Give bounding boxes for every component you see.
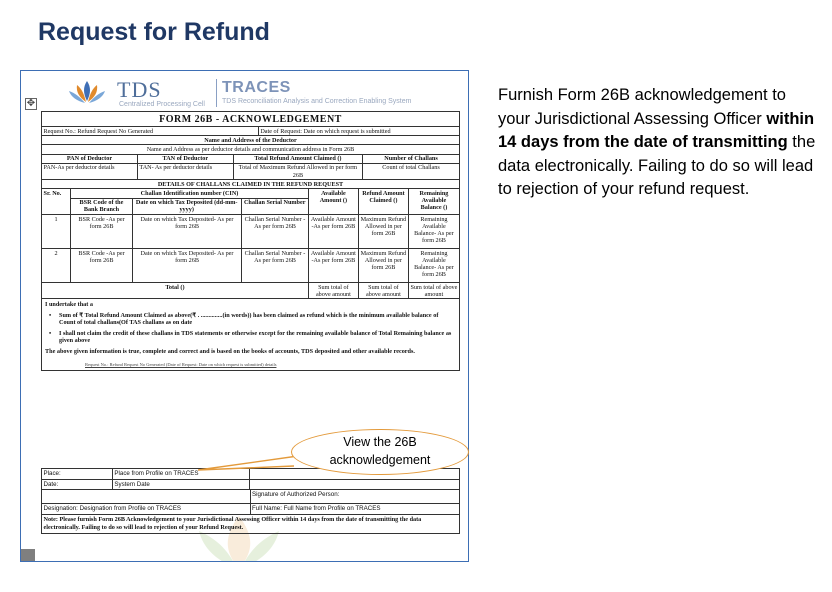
row-available: Available Amount -As per form 26B <box>309 215 359 248</box>
row-refund: Maximum Refund Allowed in per form 26B <box>359 249 409 282</box>
document-margin <box>21 71 39 562</box>
place-label: Place: <box>42 469 113 479</box>
row-sr: 2 <box>42 249 71 282</box>
slide-title: Request for Refund <box>38 18 270 46</box>
date-label: Date: <box>42 480 113 490</box>
deductor-header-row <box>41 136 460 145</box>
form-26b-screenshot <box>20 70 469 562</box>
total-refund-header: Total Refund Amount Claimed () <box>234 155 363 163</box>
num-challans-value: Count of total Challans <box>382 164 440 172</box>
cin-header: Challan Identification number (CIN) <box>71 189 308 198</box>
header-divider <box>216 79 217 107</box>
traces-label: TRACES <box>222 79 291 96</box>
move-handle-icon[interactable]: ✥ <box>26 98 36 109</box>
undertake-label: I undertake that a <box>45 301 93 309</box>
total-remaining: Sum total of above amount <box>410 283 458 298</box>
date-spacer <box>250 480 459 490</box>
refund-header: Refund Amount Claimed () <box>359 189 409 214</box>
undertaking-bullet: • Sum of ₹ Total Refund Amount Claimed as above(₹ . ..............(in words)) has been claimed as refund which is the minimum available balance of Count of total challans(Of TAS challans as on date <box>45 312 456 326</box>
total-row <box>41 283 460 299</box>
instructions-emphasis: within 14 days from the date of transmitting <box>498 109 815 151</box>
date-row <box>41 480 460 491</box>
row-serial: Challan Serial Number -As per form 26B <box>242 249 309 282</box>
tds-logo <box>61 77 231 109</box>
row-sr: 1 <box>42 215 71 248</box>
row-remaining: Remaining Available Balance- As per form 26B <box>414 215 454 245</box>
available-header: Available Amount () <box>309 189 359 214</box>
request-number: Request No.: Refund Request No Generated <box>42 127 259 135</box>
row-remaining: Remaining Available Balance- As per form 26B <box>414 249 454 279</box>
instructions-text-2: the data electronically. Failing to do so will lead to rejection of your refund request. <box>498 133 816 198</box>
designation: Designation: Designation from Profile on TRACES <box>42 504 251 514</box>
request-row <box>41 127 460 136</box>
signature-label: Signature of Authorized Person: <box>252 491 340 498</box>
callout-line-1: View the 26B <box>343 435 417 449</box>
total-available: Sum total of above amount <box>309 283 359 298</box>
form-note: Note: Please furnish Form 26B Acknowledgement to your Jurisdictional Assessing Officer within 14 days from the date of transmitting the data electronically. Failing to do so will lead to rejection of your Refund Request. <box>41 515 460 534</box>
challans-header-row <box>41 180 460 189</box>
cin-group <box>71 189 309 214</box>
signature-spacer <box>42 490 251 503</box>
refund-instructions <box>498 84 818 202</box>
row-bsr: BSR Code -As per form 26B <box>71 215 133 248</box>
signature-table <box>41 468 460 534</box>
traces-subtitle: TDS Reconciliation Analysis and Correction Enabling System <box>222 98 412 105</box>
deductor-values-row <box>41 164 460 180</box>
challan-row <box>41 215 460 249</box>
instructions-text-1: Furnish Form 26B acknowledgement to your Jurisdictional Assessing Officer <box>498 86 786 128</box>
row-serial: Challan Serial Number -As per form 26B <box>242 215 309 248</box>
total-refund-value: Total of Maximum Refund Allowed in per form 26B <box>234 164 363 179</box>
place-value: Place from Profile on TRACES <box>113 469 251 479</box>
row-bsr: BSR Code -As per form 26B <box>71 249 133 282</box>
challan-table-head <box>41 189 460 215</box>
cin-subheaders <box>71 199 308 214</box>
form-26b-table <box>41 111 460 371</box>
row-available: Available Amount -As per form 26B <box>309 249 359 282</box>
num-challans-header: Number of Challans <box>384 155 438 163</box>
challan-row <box>41 249 460 283</box>
tds-subtitle: Centralized Processing Cell <box>119 101 205 108</box>
deductor-name-value: Name and Address as per deductor details and communication address in Form 26B <box>146 145 355 153</box>
total-label: Total () <box>42 283 309 298</box>
designation-row <box>41 504 460 515</box>
tan-header: TAN of Deductor <box>138 155 234 163</box>
deductor-columns-row <box>41 155 460 164</box>
row-date: Date on which Tax Deposited- As per form 26B <box>133 249 242 282</box>
date-value: System Date <box>113 480 251 490</box>
deductor-value-row <box>41 145 460 154</box>
form-title: FORM 26B - ACKNOWLEDGEMENT <box>159 113 342 125</box>
date-header: Date on which Tax Deposited (dd-mm-yyyy) <box>133 199 242 214</box>
form-title-row <box>41 111 460 127</box>
callout-line-2: acknowledgement <box>329 453 431 467</box>
row-refund: Maximum Refund Allowed in per form 26B <box>359 215 409 248</box>
tds-label: TDS <box>117 77 162 102</box>
pan-header: PAN of Deductor <box>42 155 138 163</box>
traces-header <box>39 71 469 111</box>
signature-row <box>41 490 460 504</box>
row-date: Date on which Tax Deposited- As per form 26B <box>133 215 242 248</box>
undertaking-bullet: • I shall not claim the credit of these challans in TDS statements or otherwise except for the remaining available balance of Total Remaining balance as given above <box>45 330 456 344</box>
ack-reference-line: Request No.: Refund Request No Generated (Date of Request: Date on which request is submitted) details <box>85 361 277 367</box>
deductor-name-header: Name and Address of the Deductor <box>204 136 297 144</box>
callout-text <box>291 433 469 469</box>
undertaking-section <box>41 299 460 370</box>
callout-pointer <box>198 452 298 472</box>
bsr-header: BSR Code of the Bank Branch <box>71 199 133 214</box>
tds-lotus-icon <box>61 77 113 107</box>
tan-value: TAN- As per deductor details <box>138 164 234 179</box>
request-date: Date of Request: Date on which request is submitted <box>260 127 391 135</box>
pan-value: PAN-As per deductor details <box>42 164 138 179</box>
page-marker <box>21 549 35 562</box>
remaining-header: Remaining Available Balance () <box>419 189 449 212</box>
full-name: Full Name: Full Name from Profile on TRACES <box>252 505 381 512</box>
serial-header: Challan Serial Number <box>243 199 306 207</box>
sr-header: Sr. No. <box>42 189 71 214</box>
form-page <box>39 71 469 562</box>
total-refund: Sum total of above amount <box>359 283 409 298</box>
challans-header: DETAILS OF CHALLANS CLAIMED IN THE REFUND REQUEST <box>157 180 344 188</box>
declaration: The above given information is true, complete and correct and is based on the books of accounts, TDS deposited and other available records. <box>45 348 415 356</box>
